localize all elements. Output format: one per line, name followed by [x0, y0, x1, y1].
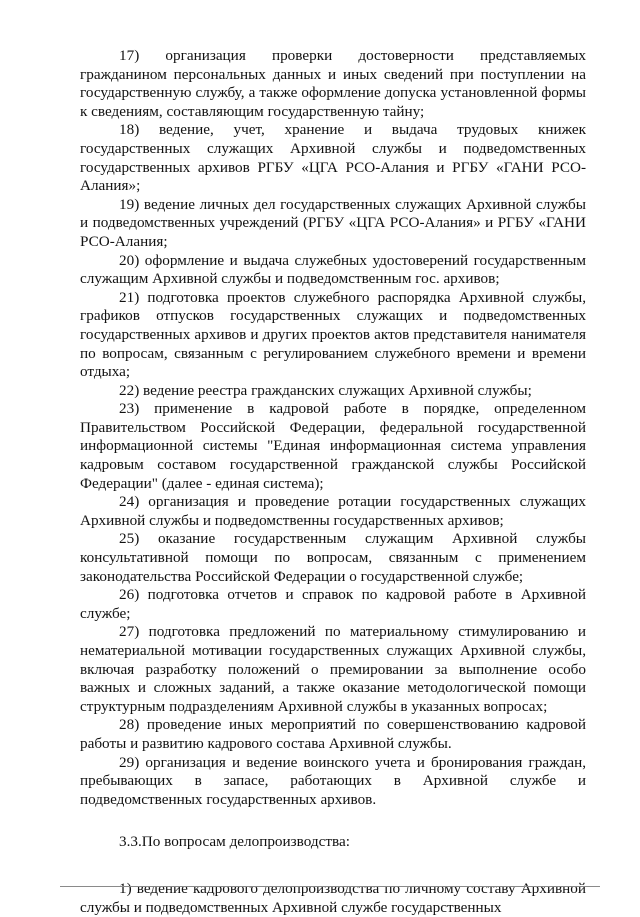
- list-item: 17) организация проверки достоверности представляемых гражданином персональных данных и иных сведений при поступлении на государственную службу, а также оформление допуска установленной формы к сведениям, составляющим государственную тайну;: [80, 47, 586, 120]
- list-item: 22) ведение реестра гражданских служащих Архивной службы;: [119, 381, 532, 399]
- list-item: 23) применение в кадровой работе в порядке, определенном Правительством Российской Федерации, федеральной государственной информационной системы "Единая информационная система управления кадровым составом государственной гражданской службы Российской Федерации" (далее - единая система);: [80, 400, 586, 492]
- list-item: 20) оформление и выдача служебных удостоверений государственным служащим Архивной службы и подведомственным гос. архивов;: [80, 251, 586, 288]
- document-page: [80, 47, 586, 917]
- page-bottom-rule: [60, 886, 600, 887]
- list-item: 21) подготовка проектов служебного распорядка Архивной службы, графиков отпусков государственных служащих и подведомственных государственных архивов и других проектов актов представителя нанимателя по вопросам, связанным с регулированием служебного времени и времени отдыха;: [80, 288, 586, 381]
- list-item: 24) организация и проведение ротации государственных служащих Архивной службы и подведомственны государственных архивов;: [80, 493, 586, 529]
- list-item: 28) проведение иных мероприятий по совершенствованию кадровой работы и развитию кадрового состава Архивной службы.: [80, 716, 586, 752]
- list-item: 18) ведение, учет, хранение и выдача трудовых книжек государственных служащих Архивной службы и подведомственных государственных архивов РГБУ «ЦГА РСО-Алания и РГБУ «ГАНИ РСО-Алания»;: [80, 121, 586, 195]
- list-item: 19) ведение личных дел государственных служащих Архивной службы и подведомственных учреждений (РГБУ «ЦГА РСО-Алания» и РГБУ «ГАНИ РСО-Алания;: [80, 195, 586, 250]
- list-item: 25) оказание государственным служащим Архивной службы консультативной помощи по вопросам, связанным с применением законодательства Российской Федерации о государственной службе;: [80, 530, 586, 585]
- list-item: 27) подготовка предложений по материальному стимулированию и нематериальной мотивации государственных служащих Архивной службы, включая разработку положений о премировании за выполнение особо важных и сложных заданий, а также оказание методологической помощи структурным подразделениям Архивной службы в указанных вопросах;: [80, 623, 586, 715]
- list-item: 26) подготовка отчетов и справок по кадровой работе в Архивной службе;: [80, 586, 586, 622]
- section-heading: 3.3.По вопросам делопроизводства:: [119, 833, 350, 851]
- list-item: 1) ведение кадрового делопроизводства по личному составу Архивной службы и подведомственных Архивной службе государственных: [80, 879, 586, 916]
- list-item: 29) организация и ведение воинского учета и бронирования граждан, пребывающих в запасе, работающих в Архивной службе и подведомственных государственных архивов.: [80, 753, 586, 808]
